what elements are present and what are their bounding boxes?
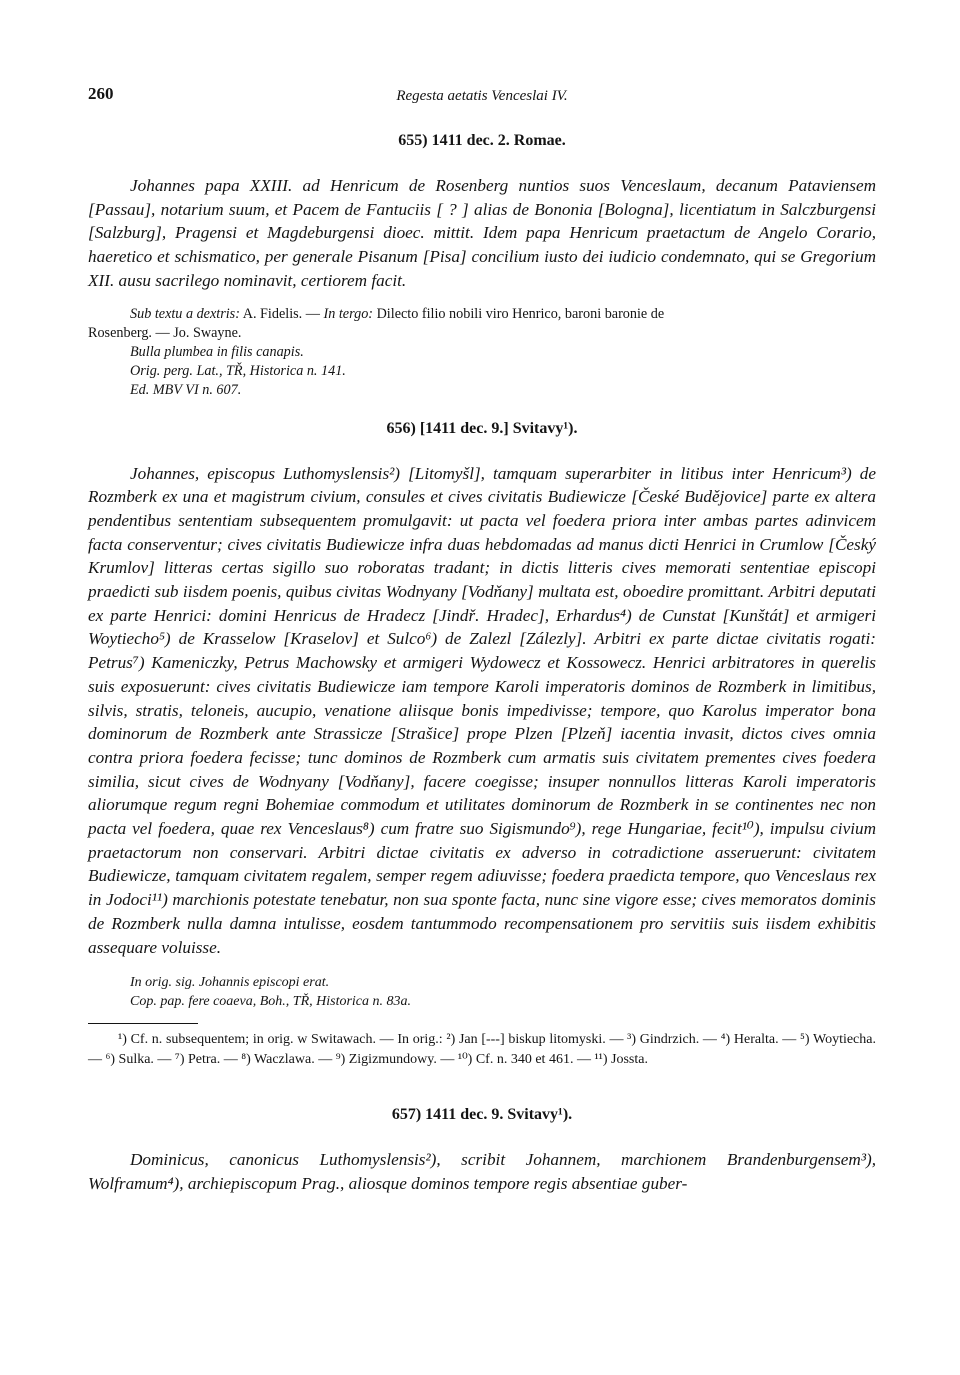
entry-heading: 655) 1411 dec. 2. Romae. <box>398 132 566 149</box>
entry-body: Johannes papa XXIII. ad Henricum de Rosenberg nuntios suos Venceslaum, decanum Pataviensem [Passau], notarium suum, et Pacem de Fantuciis [ ? ] alias de Bononia [Bologna], licentiatum in Salczburgensi [Salzburg], Pragensi et Magdeburgensi dioec. mittit. Idem papa Henricum praetactum de Angelo Corario, haeretico et schismatico, per generale Pisanum [Pisa] concilium iusto dei iudicio condemnato, qui se Gregorium XII. ausu sacrilego nominavit, certiorem facit. <box>88 176 876 290</box>
page-number: 260 <box>88 84 114 103</box>
note-line: Orig. perg. Lat., TŘ, Historica n. 141. <box>130 362 346 379</box>
footnote-rule <box>88 1023 198 1024</box>
note-label: In tergo: <box>323 305 374 322</box>
entry-656 <box>88 420 876 1071</box>
running-title: Regesta aetatis Venceslai IV. <box>396 88 568 104</box>
note-text: A. Fidelis. — <box>242 305 320 322</box>
footnotes <box>88 1023 876 1070</box>
note-line: Bulla plumbea in filis canapis. <box>130 343 304 360</box>
entry-heading: 656) [1411 dec. 9.] Svitavy¹). <box>386 419 578 437</box>
entry-body: Dominicus, canonicus Luthomyslensis²), scribit Johannem, marchionem Brandenburgensem³), Wolframum⁴), archiepiscopum Prag., aliosque dominos tempore regis absentiae guber- <box>88 1150 876 1193</box>
note-text: Dilecto filio nobili viro Henrico, baroni baronie de <box>376 305 665 322</box>
note-line: Rosenberg. — Jo. Swayne. <box>88 324 242 341</box>
note-line <box>130 305 876 324</box>
note-line: In orig. sig. Johannis episcopi erat. <box>130 975 330 991</box>
entry-655 <box>88 132 876 400</box>
note-line: Ed. MBV VI n. 607. <box>130 381 242 398</box>
entry-notes <box>88 305 876 400</box>
entry-notes <box>130 973 876 1011</box>
entry-657 <box>88 1106 876 1195</box>
note-label: Sub textu a dextris: <box>130 305 240 322</box>
footnote-text: ¹) Cf. n. subsequentem; in orig. w Switawach. — In orig.: ²) Jan [---] biskup litomyski. — ³) Gindrzich. — ⁴) Heralta. — ⁵) Woytiecha. — ⁶) Sulka. — ⁷) Petra. — ⁸) Waczlawa. — ⁹) Zigizmundowy. — ¹⁰) Cf. n. 340 et 461. — ¹¹) Jossta. <box>88 1032 876 1068</box>
entry-body: Johannes, episcopus Luthomyslensis²) [Litomyšl], tamquam superarbiter in litibus inter Henricum³) de Rozmberk ex una et magistrum civium, consules et cives civitatis Budiewicze [České Budějovice] parte ex altera pendentibus sententiam subsequentem promulgavit: ut pacta vel foedera priora inter ambas partes adinvicem facta conserventur; cives civitatis Budiewicze infra duas hebdomadas ad manus dicti Henrici in Crumlow [Český Krumlov] litteras certas sigillo suo roboratas tradant; in dictis litteris cives memorati sententiae episcopi praedicti sub iisdem poenis, quibus civitas Wodnyany [Vodňany] multata est, oboedire promittant. Arbitri deputati ex parte Henrici: domini Henricus de Hradecz [Jindř. Hradec], Erhardus⁴) de Cunstat [Kunštát] et armigeri Woytiecho⁵) de Krasselow [Kraselov] et Sulco⁶) de Zalezl [Zálezly]. Arbitri ex parte dictae civitatis rogati: Petrus⁷) Kameniczky, Petrus Machowsky et armigeri Wydowecz et Kossowecz. Henrici arbitratores in querelis suis exposuerunt: cives civitatis Budiewicze iam tempore Karoli imperatoris dominos de Rozmberk in limitibus, silvis, stratis, teloneis, aucupio, venatione aliisque bonis impedivisse; tempore, quo Karolus imperator bona dominorum de Rozmberk ante Strassicze [Strašice] prope Plzen [Plzeň] iacentia invasit, dictos cives omnia contra priora foedera fecisse; tunc dominos de Rozmberk cum armatis suis civitatem prementes cives foedera similia, sicut cives de Wodnyany [Vodňany], facere coegisse; insuper nonnullos litteras Karoli imperatoris aliorumque regum regni Bohemiae commodum et utilitates dominorum de Rozmberk in se continentes nec non pacta vel foedera, quae rex Venceslaus⁸) cum fratre suo Sigismundo⁹), rege Hungariae, fecit¹⁰), impulsu civium praetactorum non conservari. Arbitri dictae civitatis ex adverso in cotradictione asseruerunt: civitatem Budiewicze, tamquam civitatem regalem, semper regem adiuvisse; foedera praedicta tempore, quo Venceslaus rex in Jodoci¹¹) marchionis potestate tenebatur, non sua sponte facta, nunc sine vigore esse; cives memoratos dominis de Rozmberk nulla damna intulisse, eosdem tantummodo recompensationem pro servitiis suis iisdem exhibitis assequare voluisse. <box>88 463 876 957</box>
note-line: Cop. pap. fere coaeva, Boh., TŘ, Historica n. 83a. <box>130 994 412 1010</box>
page-header <box>88 84 876 114</box>
document-page <box>88 84 876 1196</box>
entry-heading: 657) 1411 dec. 9. Svitavy¹). <box>391 1106 573 1124</box>
